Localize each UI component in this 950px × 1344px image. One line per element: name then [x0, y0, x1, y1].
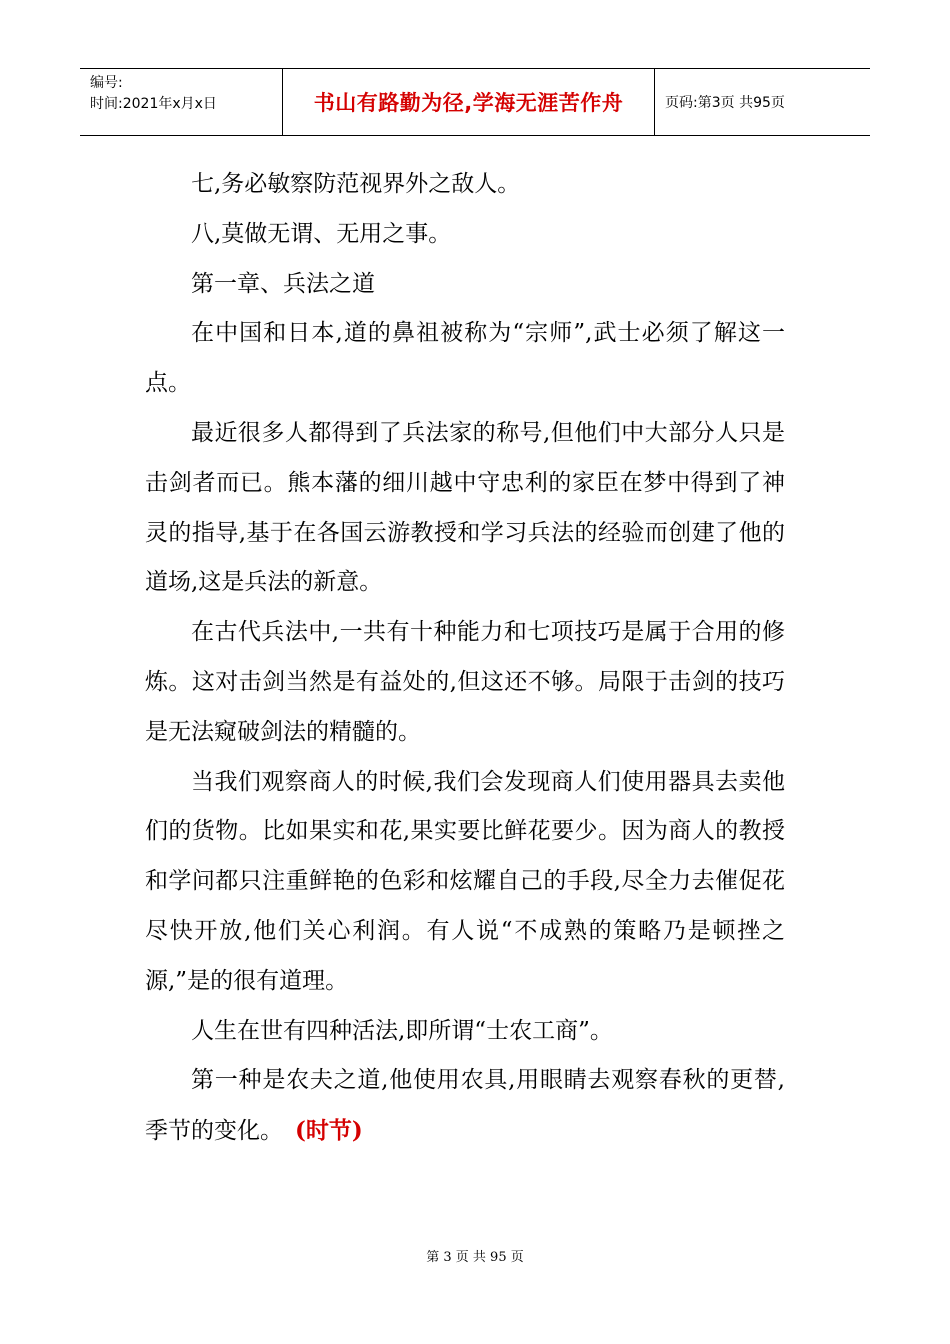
time-label: 时间:2021年x月x日	[90, 96, 217, 112]
document-body	[145, 160, 785, 1157]
header-page-cell	[655, 69, 870, 135]
page-footer	[0, 1246, 950, 1265]
serial-label: 编号:	[90, 75, 123, 91]
paragraph: 最近很多人都得到了兵法家的称号,但他们中大部分人只是击剑者而已。熊本藩的细川越中守忠利的家臣在梦中得到了神灵的指导,基于在各国云游教授和学习兵法的经验而创建了他的道场,这是兵法的新意。	[145, 419, 785, 596]
paragraph: 当我们观察商人的时候,我们会发现商人们使用器具去卖他们的货物。比如果实和花,果实要比鲜花要少。因为商人的教授和学问都只注重鲜艳的色彩和炫耀自己的手段,尽全力去催促花尽快开放,他们关心利润。有人说“不成熟的策略乃是顿挫之源,”是的很有道理。	[145, 768, 785, 994]
document-header	[80, 68, 870, 136]
chapter-heading: 第一章、兵法之道	[191, 270, 375, 297]
paragraph-text: 第一种是农夫之道,他使用农具,用眼睛去观察春秋的更替,季节的变化。	[145, 1067, 785, 1145]
paragraph: 在古代兵法中,一共有十种能力和七项技巧是属于合用的修炼。这对击剑当然是有益处的,但这还不够。局限于击剑的技巧是无法窥破剑法的精髓的。	[145, 619, 785, 745]
header-meta-cell	[80, 69, 283, 135]
paragraph-last	[145, 1056, 785, 1157]
paragraph: 人生在世有四种活法,即所谓“士农工商”。	[191, 1017, 613, 1044]
header-motto-cell	[283, 69, 655, 135]
paragraph: 在中国和日本,道的鼻祖被称为“宗师”,武士必须了解这一点。	[145, 320, 785, 397]
motto-text: 书山有路勤为径,学海无涯苦作舟	[313, 91, 624, 115]
annotation-note: (时节)	[295, 1117, 363, 1145]
paragraph: 八,莫做无谓、无用之事。	[191, 220, 452, 247]
paragraph: 七,务必敏察防范视界外之敌人。	[191, 171, 521, 197]
footer-page-number: 第 3 页 共 95 页	[426, 1250, 524, 1265]
page-info: 页码:第3页 共95页	[665, 95, 785, 111]
